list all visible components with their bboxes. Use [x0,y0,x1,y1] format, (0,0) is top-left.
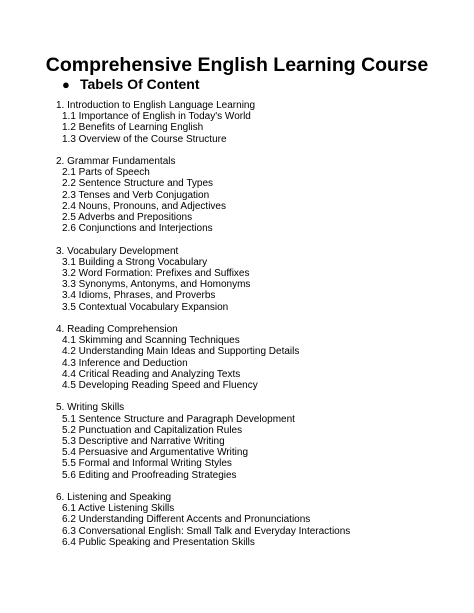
toc-item: 4.2 Understanding Main Ideas and Supporting Details [62,346,300,358]
toc-item: 5.5 Formal and Informal Writing Styles [62,458,232,470]
toc-item: 1.2 Benefits of Learning English [62,122,204,134]
toc-item: 6.2 Understanding Different Accents and Pronunciations [62,514,311,526]
toc-item: 1.1 Importance of English in Today's World [62,111,251,123]
toc-item: 4.3 Inference and Deduction [62,357,188,369]
toc-item: 3.3 Synonyms, Antonyms, and Homonyms [62,279,251,291]
document-title: Comprehensive English Learning Course [45,54,429,76]
toc-item: 3.2 Word Formation: Prefixes and Suffixes [62,268,250,280]
bullet-icon: ● [62,77,70,92]
toc-item: 2.6 Conjunctions and Interjections [62,223,213,235]
toc-item: 2.4 Nouns, Pronouns, and Adjectives [62,200,226,212]
toc-item: 5.2 Punctuation and Capitalization Rules [62,424,243,436]
toc-section-6 [56,492,466,548]
toc-item: 6.3 Conversational English: Small Talk and Everyday Interactions [62,525,351,537]
toc-heading-label: Tabels Of Content [80,76,200,92]
toc-item: 6.4 Public Speaking and Presentation Skills [62,536,255,548]
table-of-contents [56,100,466,559]
toc-section-4 [56,324,466,391]
toc-item: 2.5 Adverbs and Prepositions [62,212,193,224]
toc-section-1 [56,100,466,145]
toc-item: 2.1 Parts of Speech [62,167,150,179]
toc-section-2 [56,156,466,234]
toc-section-title: 1. Introduction to English Language Learning [56,100,256,111]
toc-heading [62,74,200,95]
toc-item: 3.5 Contextual Vocabulary Expansion [62,301,229,313]
toc-item: 5.1 Sentence Structure and Paragraph Development [62,413,295,425]
toc-item: 5.6 Editing and Proofreading Strategies [62,469,237,481]
toc-item: 5.3 Descriptive and Narrative Writing [62,436,225,448]
toc-item: 3.1 Building a Strong Vocabulary [62,256,208,268]
toc-item: 6.1 Active Listening Skills [62,503,175,515]
toc-item: 4.4 Critical Reading and Analyzing Texts [62,368,241,380]
toc-item: 1.3 Overview of the Course Structure [62,133,227,145]
toc-section-title: 6. Listening and Speaking [56,492,172,504]
toc-item: 4.5 Developing Reading Speed and Fluency [62,380,258,392]
toc-item: 4.1 Skimming and Scanning Techniques [62,335,240,347]
toc-section-5 [56,402,466,480]
toc-section-title: 2. Grammar Fundamentals [56,156,176,167]
toc-section-title: 3. Vocabulary Development [56,245,179,257]
toc-section-title: 5. Writing Skills [56,402,125,414]
toc-item: 2.2 Sentence Structure and Types [62,178,214,190]
toc-item: 5.4 Persuasive and Argumentative Writing [62,447,249,459]
toc-item: 3.4 Idioms, Phrases, and Proverbs [62,290,216,302]
toc-section-title: 4. Reading Comprehension [56,324,178,336]
toc-item: 2.3 Tenses and Verb Conjugation [62,189,210,201]
toc-section-3 [56,246,466,313]
